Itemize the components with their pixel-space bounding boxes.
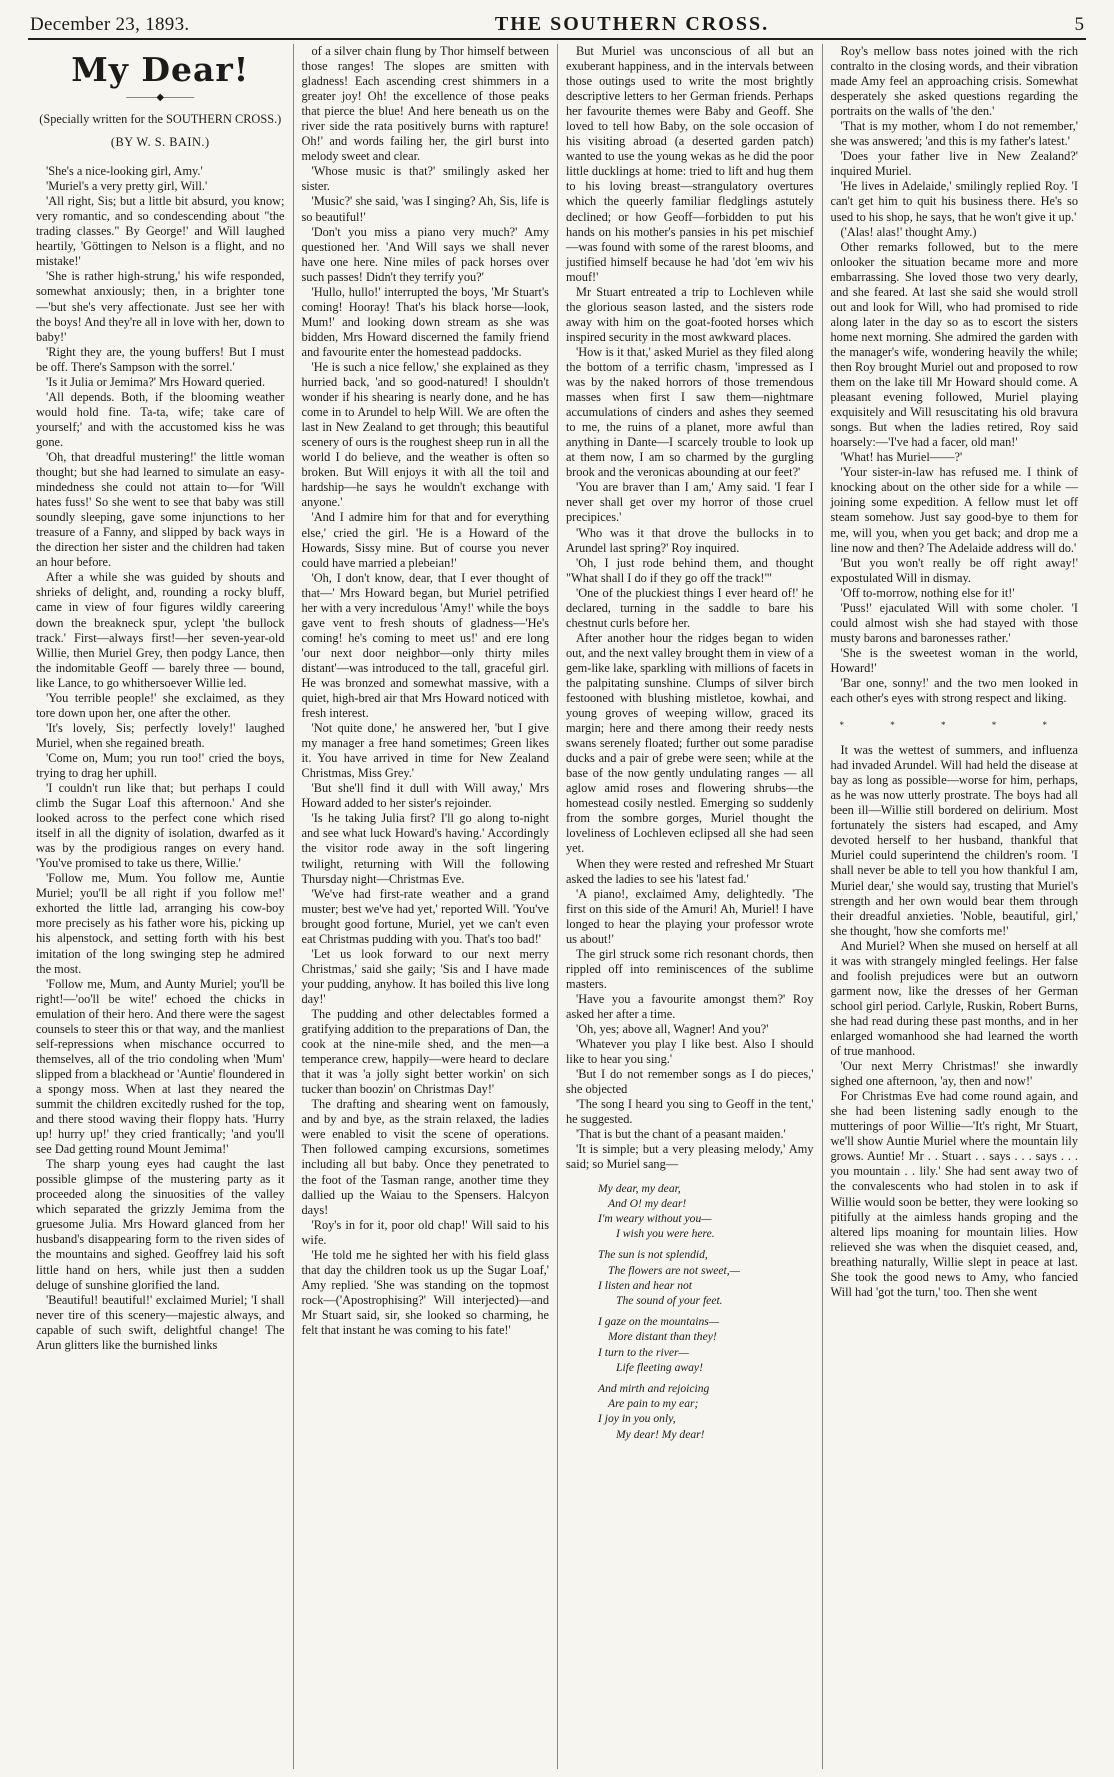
poem-line: I turn to the river— — [598, 1345, 689, 1359]
article-columns — [28, 44, 1086, 1769]
paragraph: 'He is such a nice fellow,' she explained as they hurried back, 'and so good-natured! I shouldn't wonder if his shearing is nearly done, and he has come in to Arundel to help Will. We are often the last in New Zealand to get through; this beautiful scenery of ours is the roughest sheep run in all the world I do believe, and the weather is often so broken. But Will enjoys it with all the toil and hardship—he says he wouldn't exchange with anyone.' — [301, 359, 549, 510]
paragraph: 'Beautiful! beautiful!' exclaimed Muriel; 'I shall never tire of this scenery—majestic always, and capable of such swift, delightful change! The Arun glitters like the burnished links — [36, 1292, 285, 1352]
column-2-text — [302, 44, 550, 1338]
column-4-text-part-2 — [831, 743, 1079, 1300]
column-4-text-part-1 — [831, 44, 1079, 706]
paragraph: 'Bar one, sonny!' and the two men looked in each other's eyes with strong respect and liking. — [830, 675, 1078, 706]
paragraph: For Christmas Eve had come round again, and she had been listening sadly enough to the mutterings of poor Willie—'It's right, Mr Stuart, we'll show Auntie Muriel where the mountain lily grows. Auntie! Mr . . Stuart . . says . . . says . . . you mountain . . lily.' She had sent away two of the convalescents who had stolen in to ask if Willie would soon be better, they were looking so pitifully at the aimless hands groping and the altered lips moaning for mountain lilies. How relieved she was when the disquiet ceased, and, breathing naturally, Willie slept in peace at last. She took the good news to Amy, who fancied Will had 'got the turn,' too. Then she went — [830, 1089, 1078, 1299]
paragraph: 'But I do not remember songs as I do pieces,' she objected — [566, 1067, 814, 1097]
paragraph: And Muriel? When she mused on herself at all it was with strangely mingled feelings. Her false and foolish prejudices were but an outworn garment now, like the dresses of her German school girl period. Carlyle, Ruskin, Robert Burns, she had read during these past months, and in her enlarged womanhood she had learned the worth of true manhood. — [830, 938, 1078, 1059]
paragraph: The pudding and other delectables formed a gratifying addition to the preparations of Dan, the cook at the nine-mile shed, and the men—a temperance crew, happily—were heard to declare that it was 'a jolly sight better workin' on sich tucker than boozin' on Christmas Day!' — [301, 1007, 549, 1097]
poem-line: The sun is not splendid, — [598, 1248, 708, 1262]
paragraph: 'Hullo, hullo!' interrupted the boys, 'Mr Stuart's coming! Hooray! That's his black horse—look, Mum!' and looking down stream as she was bidden, Mrs Howard discerned the family friend and favourite enter the homestead paddocks. — [301, 284, 549, 359]
paragraph: 'Whose music is that?' smilingly asked her sister. — [301, 164, 549, 194]
paragraph: 'But you won't really be off right away!' expostulated Will in dismay. — [830, 555, 1078, 585]
paragraph: 'Puss!' ejaculated Will with some choler. 'I could almost wish she had stayed with those musty barons and baronesses rather.' — [830, 600, 1078, 645]
paragraph: Mr Stuart entreated a trip to Lochleven while the glorious season lasted, and the sisters rode away with him on the goat-footed horses which inspired security in the most awkward places. — [566, 284, 814, 344]
paragraph: ('Alas! alas!' thought Amy.) — [840, 224, 977, 239]
paragraph: 'It's lovely, Sis; perfectly lovely!' laughed Muriel, when she regained breath. — [36, 720, 285, 750]
page-header — [30, 6, 1084, 36]
title-ornament: ———◆——— — [126, 92, 195, 103]
paragraph: The sharp young eyes had caught the last possible glimpse of the mustering party as it proceeded along the sinuosities of the valley which separated the grizzly Jemima from the gruesome Julia. Mrs Howard glanced from her husband's disappearing form to the riven sides of the mountains and sighed. Geoffrey laid his soft little hand on hers, while just then a sudden deluge of sunshine glorified the land. — [36, 1157, 285, 1292]
paragraph: 'Oh, yes; above all, Wagner! And you?' — [576, 1022, 769, 1037]
article-title: My Dear! — [71, 50, 250, 89]
newspaper-title: THE SOUTHERN CROSS. — [494, 13, 770, 35]
section-break-stars: * * * * * — [839, 720, 1069, 731]
poem-stanza — [598, 1381, 814, 1442]
paragraph: 'A piano!, exclaimed Amy, delightedly. 'The first on this side of the Amuri! Ah, Muriel! I have longed to hear the playing your professor wrote us about!' — [566, 886, 814, 946]
issue-date: December 23, 1893. — [30, 14, 190, 35]
column-1 — [28, 44, 293, 1769]
paragraph: 'We've had first-rate weather and a grand muster; best we've had yet,' reported Will. 'You've brought good fortune, Muriel, yet we can't even eat Christmas pudding with you. That's too bad!' — [301, 886, 549, 946]
paragraph: 'That is but the chant of a peasant maiden.' — [576, 1127, 786, 1142]
paragraph: 'Not quite done,' he answered her, 'but I give my manager a free hand sometimes; Green likes it. You have arrived in time for New Zealand Christmas, Miss Grey.' — [301, 721, 549, 781]
paragraph: 'Follow me, Mum. You follow me, Auntie Muriel; you'll be all right if you follow me!' exhorted the little lad, arranging his cow-boy more precisely as his father wore his, picking up his alpenstock, and setting forth with his best imitation of the long swinging step he admired the most. — [36, 871, 285, 976]
paragraph: But Muriel was unconscious of all but an exuberant happiness, and in the intervals between those outings used to write the most brightly descriptive letters to her German friends. Perhaps her favourite themes were Baby and Geoff. She loved to tell how Baby, on the sole occasion of his visiting abroad (a deserted garden patch) wanted to use the young wekas as he did the poor little ducklings at home: tried to lift and hug them to his loving breast—strangulatory overtures which the queerly familiar fledglings astutely declined; or how Geoff—forbidden to put his hands on his mother's pansies in his pet mischief—was found with some of the rarest blooms, and justified himself because he had 'dot 'em wiv his mouf!' — [566, 44, 814, 284]
paragraph: of a silver chain flung by Thor himself between those ranges! The slopes are smitten with gladness! Each ascending crest shimmers in a greater joy! Oh! the excellence of those peaks that pierce the blue! And here beneath us on the river side the rata positively burns with rapture! Oh!' and words failing her, the girl burst into melody sweet and clear. — [301, 44, 549, 164]
column-1-text — [36, 164, 285, 1353]
paragraph: 'You terrible people!' she exclaimed, as they tore down upon her, one after the other. — [36, 690, 285, 720]
poem-line: I listen and hear not — [598, 1278, 693, 1292]
poem-stanza — [598, 1247, 814, 1308]
paragraph: Other remarks followed, but to the mere onlooker the situation became more and more embarrassing. She loved those two very dearly, and she feared. At last she said she would stroll out and look for Will, who had promised to ride along later in the day so as to escort the sisters home next morning. She admired the garden with the manager's wife, wondering heavily the while; then Roy brought Muriel out and proposed to row them on the lake till Mr Howard should come. A pleasant evening followed, Muriel playing exquisitely and Will resuscitating his old bravura songs. But when the ladies retired, Roy said hoarsely:—'I've had a facer, old man!' — [830, 239, 1078, 450]
poem-line: Are pain to my ear; — [608, 1397, 699, 1411]
paragraph: The drafting and shearing went on famously, and by and bye, as the strain relaxed, the ladies were enabled to visit the scene of operations. Then followed camping excursions, sometimes including all but baby. Once they penetrated to the foot of the Tasman range, another time they dallied up the Waiau to the Spensers. Halcyon days! — [301, 1097, 549, 1217]
paragraph: When they were rested and refreshed Mr Stuart asked the ladies to see his 'latest fad.' — [566, 856, 814, 886]
paragraph: 'Muriel's a very pretty girl, Will.' — [46, 179, 208, 194]
paragraph: It was the wettest of summers, and influenza had invaded Arundel. Will had held the disease at bay as long as possible—worse for him, perhaps, as he was now utterly prostrate. The boys had all been ill—Willie still bordered on delirium. Most fortunately the sisters had escaped, and Amy devoted herself to her husband, thankful that Muriel could superintend the children's room. 'I shall never be able to tell you how thankful I am, Muriel dear,' she would say, trusting that Muriel's strength and her own would bear them through their dreadful anxieties. 'Noble, beautiful, girl,' she thought, 'how she comforts me!' — [830, 743, 1078, 938]
poem-stanza — [598, 1181, 814, 1242]
paragraph: 'And I admire him for that and for everything else,' cried the girl. 'He is a Howard of the Howards, Sissy mine. But of course you never could have married a plebeian!' — [301, 510, 549, 570]
paragraph: 'Is it Julia or Jemima?' Mrs Howard queried. — [46, 374, 266, 389]
poem-line: The flowers are not sweet,— — [608, 1263, 740, 1277]
poem-line: Life fleeting away! — [616, 1360, 703, 1374]
paragraph: 'He told me he sighted her with his field glass that day the children took us up the Sugar Loaf,' Amy replied. 'She was standing on the topmost rock—('Apostrophising?' Will interjected)—and Mr Stuart said, sir, she looked so charming, he felt that instant he was coming to his fate!' — [301, 1247, 549, 1337]
article-note: (Specially written for the SOUTHERN CROSS.) — [39, 112, 282, 126]
paragraph: 'Don't you miss a piano very much?' Amy questioned her. 'And Will says we shall never have one here. Nine miles of pack horses over such passes! Didn't they terrify you?' — [301, 224, 549, 284]
paragraph: 'But she'll find it dull with Will away,' Mrs Howard added to her sister's rejoinder. — [301, 781, 549, 811]
paragraph: 'The song I heard you sing to Geoff in the tent,' he suggested. — [566, 1097, 814, 1127]
paragraph: 'All right, Sis; but a little bit absurd, you know; very romantic, and so condescending about "the trading classes." By George!' and Will laughed heartily, 'Göttingen to Nelson is a flight, and no mistake!' — [36, 194, 285, 269]
paragraph: 'It is simple; but a very pleasing melody,' Amy said; so Muriel sang— — [566, 1142, 814, 1172]
paragraph: 'You are braver than I am,' Amy said. 'I fear I never shall get over my horror of those cruel precipices.' — [566, 480, 814, 525]
paragraph: After a while she was guided by shouts and shrieks of delight, and, rounding a rocky bluff, came in view of four figures wildly careering down the breakneck spur, yclept 'the bullock track.' First—always first!—her seven-year-old Willie, then Muriel Grey, then podgy Lance, then the indomitable Geoff — barely three — bound, like Lance, to go whithersoever Willie led. — [36, 570, 285, 690]
poem-line: More distant than they! — [608, 1330, 717, 1344]
paragraph: 'Off to-morrow, nothing else for it!' — [840, 585, 1015, 600]
paragraph: 'He lives in Adelaide,' smilingly replied Roy. 'I can't get him to quit his business there. He's so used to his shop, he says, that he won't give it up.' — [830, 179, 1078, 224]
column-2 — [293, 44, 558, 1769]
song-poem — [598, 1181, 814, 1442]
poem-line: And O! my dear! — [608, 1196, 687, 1210]
paragraph: 'Our next Merry Christmas!' she inwardly sighed one afternoon, 'ay, then and now!' — [830, 1059, 1078, 1089]
paragraph: After another hour the ridges began to widen out, and the next valley brought them in view of a gem-like lake, sparkling with millions of facets in the palpitating sunshine. Clumps of silver birch festooned with blushing mistletoe, kowhai, and young groves of weeping willow, graced its margin; here and there among their reedy nests swans serenely floated; further out some paradise ducks and a pair of grebe were seen; while at the base of the now gently undulating ranges — all aglow amid roses and flowering shrubs—the homestead cosily nestled. Emerging so suddenly from the sombre gorges, Muriel thought the loveliness of Lochleven eclipsed all she had seen yet. — [566, 630, 814, 856]
paragraph: 'Oh, that dreadful mustering!' the little woman thought; but she had learned to simulate an easy-mindedness she could not attain to—for 'Will hates fuss!' So she went to see that baby was still soundly sleeping, gave some injunctions to her treasure of a Fanny, and slipped by back ways in the direction her sister and the children had taken an hour before. — [36, 449, 285, 570]
page-number: 5 — [1074, 14, 1084, 35]
poem-stanza — [598, 1314, 814, 1375]
paragraph: 'Right they are, the young buffers! But I must be off. There's Sampson with the sorrel.' — [36, 344, 285, 374]
header-rule — [28, 38, 1086, 40]
poem-line: I wish you were here. — [616, 1227, 715, 1241]
paragraph: 'She's a nice-looking girl, Amy.' — [46, 164, 203, 179]
column-4 — [822, 44, 1087, 1769]
paragraph: 'That is my mother, whom I do not remember,' she was answered; 'and this is my father's latest.' — [830, 119, 1078, 149]
paragraph: 'Let us look forward to our next merry Christmas,' said she gaily; 'Sis and I have made your pudding, anyhow. It has boiled this live long day!' — [301, 946, 549, 1006]
paragraph: 'Roy's in for it, poor old chap!' Will said to his wife. — [301, 1217, 549, 1247]
article-byline: (BY W. S. BAIN.) — [110, 135, 210, 150]
column-3 — [557, 44, 822, 1769]
column-3-text — [566, 44, 814, 1173]
poem-line: My dear! My dear! — [616, 1427, 705, 1441]
paragraph: 'Oh, I just rode behind them, and thought "What shall I do if they go off the track!"' — [566, 555, 814, 585]
paragraph: 'Oh, I don't know, dear, that I ever thought of that—' Mrs Howard began, but Muriel petrified her with a very incredulous 'Amy!' while the boys gave vent to fresh shouts of gladness—'He's coming! he's coming to meet us!' and ere long 'our next door neighbor—only thirty miles distant'—was introduced to the tall, graceful girl. He was bronzed and somewhat massive, with a quiet, high-bred air that Mrs Howard noticed with fresh interest. — [301, 570, 549, 721]
paragraph: 'One of the pluckiest things I ever heard of!' he declared, turning in the saddle to bare his chestnut curls before her. — [566, 585, 814, 630]
paragraph: 'Does your father live in New Zealand?' inquired Muriel. — [830, 149, 1078, 179]
paragraph: 'She is the sweetest woman in the world, Howard!' — [830, 645, 1078, 675]
paragraph: 'Whatever you play I like best. Also I should like to hear you sing.' — [566, 1037, 814, 1067]
poem-line: I'm weary without you— — [598, 1211, 712, 1225]
paragraph: Roy's mellow bass notes joined with the rich contralto in the closing words, and their vibration made Amy feel an approaching crisis. Somewhat desperately she asked questions regarding the portraits on the walls of 'the den.' — [830, 44, 1078, 119]
poem-line: I joy in you only, — [598, 1412, 676, 1426]
paragraph: 'How is it that,' asked Muriel as they filed along the bottom of a terrific chasm, 'impressed as I was by the naked horrors of those tremendous masses when first I saw them—nightmare accumulations of cinders and ashes they seemed to me, the ruins of a planet, more awful than anything in Dante—I scarcely trouble to look up at them now, I am so charmed by the gurgling brook and the veronicas abounding at our feet?' — [566, 344, 814, 480]
paragraph: 'What! has Muriel——?' — [840, 450, 963, 465]
poem-line: The sound of your feet. — [616, 1293, 723, 1307]
paragraph: The girl struck some rich resonant chords, then rippled off into reminiscences of the sublime masters. — [566, 946, 814, 991]
paragraph: 'Who was it that drove the bullocks in to Arundel last spring?' Roy inquired. — [566, 525, 814, 555]
paragraph: 'I couldn't run like that; but perhaps I could climb the Sugar Loaf this afternoon.' And she looked across to the perfect cone which rised itself in all the dignity of isolation, dwarfed as it was by the prodigious ranges on every hand. 'You've promised to take us there, Willie.' — [36, 781, 285, 871]
paragraph: 'Your sister-in-law has refused me. I think of knocking about on the other side for a while — joining some expedition. A fellow must let off steam somehow. Just say good-bye to them for me, will you, when you get back; and drop me a line now and then? The Adelaide address will do.' — [830, 465, 1078, 555]
paragraph: 'Is he taking Julia first? I'll go along to-night and see what luck Howard's having.' Accordingly the visitor rode away in the soft lingering twilight, returning with Will the following Thursday night—Christmas Eve. — [301, 811, 549, 886]
poem-line: And mirth and rejoicing — [598, 1381, 710, 1395]
poem-line: I gaze on the mountains— — [598, 1315, 720, 1329]
paragraph: 'Music?' she said, 'was I singing? Ah, Sis, life is so beautiful!' — [301, 194, 549, 224]
paragraph: 'Have you a favourite amongst them?' Roy asked her after a time. — [566, 991, 814, 1021]
paragraph: 'Follow me, Mum, and Aunty Muriel; you'll be right!—'oo'll be wite!' echoed the chicks in emulation of their hero. And there were the sagest counsels to steer this or that way, and the manliest self-repressions when mischance occurred to themselves, all of the trio condoling when 'Mum' slipped from a blackhead or 'Auntie' floundered in a spongy moss. When at last they neared the summit the children excitedly rushed for the top, and there stood waving their floppy hats. 'Hurry up! hurry up!' they cried frantically; 'and you'll see Dad getting round Mount Jemima!' — [36, 976, 285, 1157]
paragraph: 'Come on, Mum; you run too!' cried the boys, trying to drag her uphill. — [36, 750, 285, 780]
paragraph: 'All depends. Both, if the blooming weather would hold fine. Ta-ta, wife; take care of yourself;' and with the accustomed kiss he was gone. — [36, 389, 285, 449]
paragraph: 'She is rather high-strung,' his wife responded, somewhat anxiously; then, in a brighter tone—'but she's very affectionate. Just see her with the boys! And they're all in love with her, down to baby!' — [36, 269, 285, 344]
poem-line: My dear, my dear, — [598, 1181, 681, 1195]
